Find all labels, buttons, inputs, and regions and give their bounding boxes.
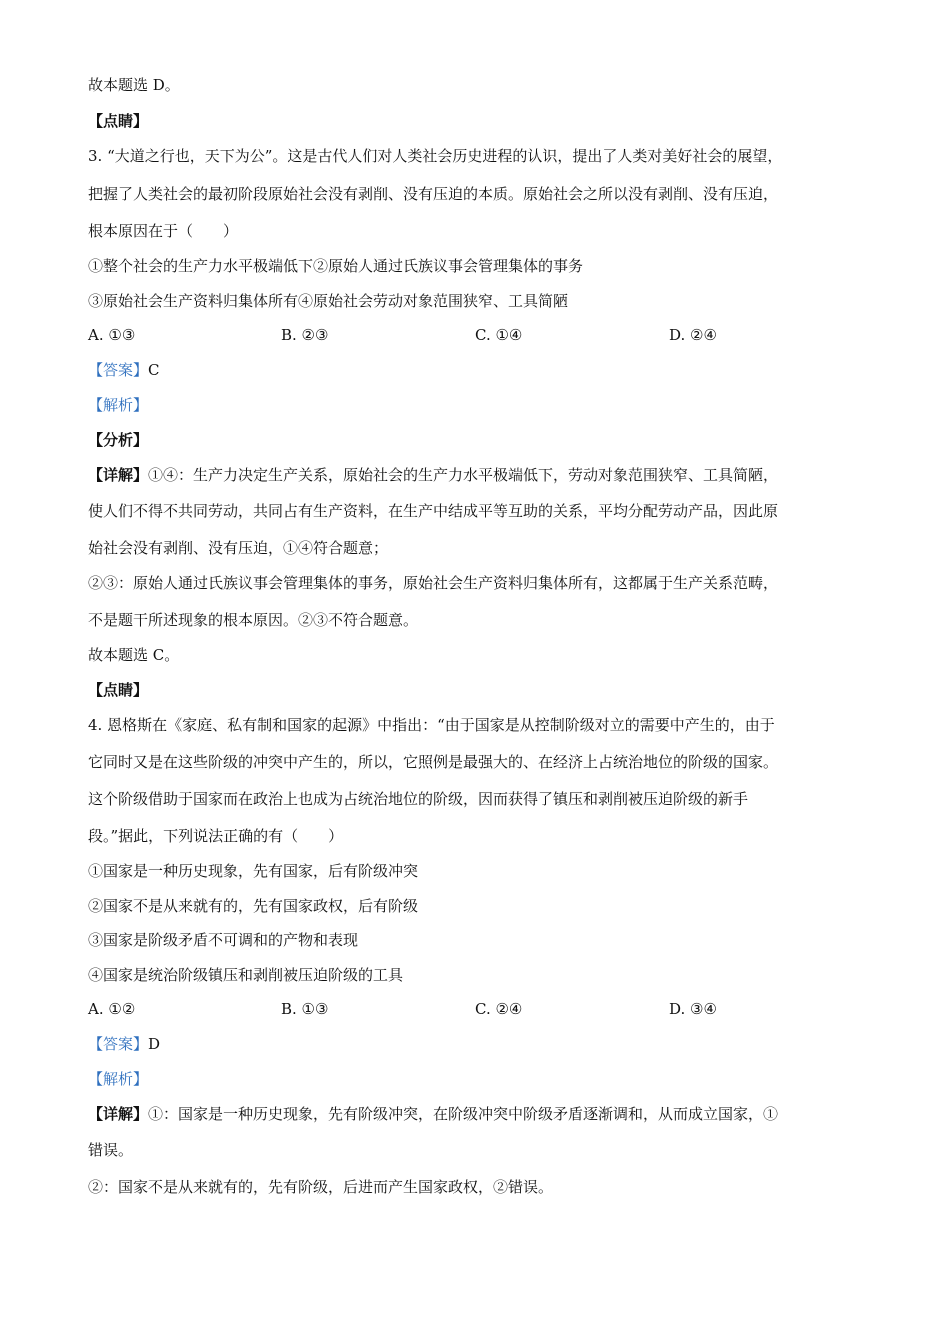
q4-option-a: A. ①② bbox=[88, 1000, 136, 1018]
q3-detail-label: 【详解】 bbox=[88, 466, 149, 484]
q2-conclusion: 故本题选 D。 bbox=[88, 76, 180, 94]
q3-option-c: C. ①④ bbox=[475, 326, 523, 344]
q4-stem-line-2: 它同时又是在这些阶级的冲突中产生的，所以，它照例是最强大的、在经济上占统治地位的阶级的国家。 bbox=[88, 753, 779, 771]
q4-stem-line-3: 这个阶级借助于国家而在政治上也成为占统治地位的阶级，因而获得了镇压和剥削被压迫阶级的新手 bbox=[88, 790, 749, 808]
q3-detail-line-5: 不是题干所述现象的根本原因。②③不符合题意。 bbox=[88, 611, 419, 629]
q3-dianjing-label: 【点睛】 bbox=[88, 681, 149, 699]
q3-detail-line-1 bbox=[88, 465, 778, 485]
q3-answer-value: C bbox=[148, 361, 160, 379]
q3-fenxi-label: 【分析】 bbox=[88, 431, 149, 449]
q4-detail-text-1: ①：国家是一种历史现象，先有阶级冲突，在阶级冲突中阶级矛盾逐渐调和，从而成立国家，① bbox=[148, 1105, 779, 1123]
q3-answer bbox=[88, 360, 160, 380]
q4-item-line-2: ②国家不是从来就有的，先有国家政权，后有阶级 bbox=[88, 897, 419, 915]
q4-option-d: D. ③④ bbox=[669, 1000, 717, 1018]
q4-detail-line-1 bbox=[88, 1104, 778, 1124]
q4-stem-line-4: 段。”据此，下列说法正确的有（ ） bbox=[88, 827, 344, 845]
q4-detail-line-2: 错误。 bbox=[88, 1141, 134, 1159]
q3-detail-text-1: ①④：生产力决定生产关系，原始社会的生产力水平极端低下，劳动对象范围狭窄、工具简陋， bbox=[148, 466, 779, 484]
q3-stem-line-3: 根本原因在于（ ） bbox=[88, 222, 239, 240]
q4-stem-line-1: 4. 恩格斯在《家庭、私有制和国家的起源》中指出：“由于国家是从控制阶级对立的需要中产生的，由于 bbox=[88, 716, 775, 734]
q4-detail-label: 【详解】 bbox=[88, 1105, 149, 1123]
q4-item-line-1: ①国家是一种历史现象，先有国家，后有阶级冲突 bbox=[88, 862, 419, 880]
q4-detail-line-3: ②：国家不是从来就有的，先有阶级，后进而产生国家政权，②错误。 bbox=[88, 1178, 554, 1196]
q4-jiexi-label: 【解析】 bbox=[88, 1070, 149, 1088]
q3-detail-line-4: ②③：原始人通过氏族议事会管理集体的事务，原始社会生产资料归集体所有，这都属于生产关系范畴， bbox=[88, 574, 779, 592]
q3-stem-line-1: 3. “大道之行也，天下为公”。这是古代人们对人类社会历史进程的认识，提出了人类对美好社会的展望， bbox=[88, 147, 783, 165]
q3-option-a: A. ①③ bbox=[88, 326, 136, 344]
q4-option-c: C. ②④ bbox=[475, 1000, 523, 1018]
q3-item-line-2: ③原始社会生产资料归集体所有④原始社会劳动对象范围狭窄、工具简陋 bbox=[88, 292, 569, 310]
q3-option-d: D. ②④ bbox=[669, 326, 717, 344]
q4-answer-value: D bbox=[148, 1035, 161, 1053]
q4-item-line-3: ③国家是阶级矛盾不可调和的产物和表现 bbox=[88, 931, 359, 949]
q3-answer-label: 【答案】 bbox=[88, 361, 149, 379]
q4-answer-label: 【答案】 bbox=[88, 1035, 149, 1053]
q3-detail-line-2: 使人们不得不共同劳动，共同占有生产资料，在生产中结成平等互助的关系，平均分配劳动产品，因此原 bbox=[88, 502, 779, 520]
q4-item-line-4: ④国家是统治阶级镇压和剥削被压迫阶级的工具 bbox=[88, 966, 404, 984]
q3-item-line-1: ①整个社会的生产力水平极端低下②原始人通过氏族议事会管理集体的事务 bbox=[88, 257, 584, 275]
q3-conclusion: 故本题选 C。 bbox=[88, 646, 180, 664]
q4-answer bbox=[88, 1034, 160, 1054]
q3-option-b: B. ②③ bbox=[281, 326, 329, 344]
q4-option-b: B. ①③ bbox=[281, 1000, 329, 1018]
q3-stem-line-2: 把握了人类社会的最初阶段原始社会没有剥削、没有压迫的本质。原始社会之所以没有剥削、没有压迫， bbox=[88, 185, 779, 203]
q2-dianjing-label: 【点睛】 bbox=[88, 112, 149, 130]
q3-detail-line-3: 始社会没有剥削、没有压迫，①④符合题意； bbox=[88, 539, 389, 557]
q3-jiexi-label: 【解析】 bbox=[88, 396, 149, 414]
